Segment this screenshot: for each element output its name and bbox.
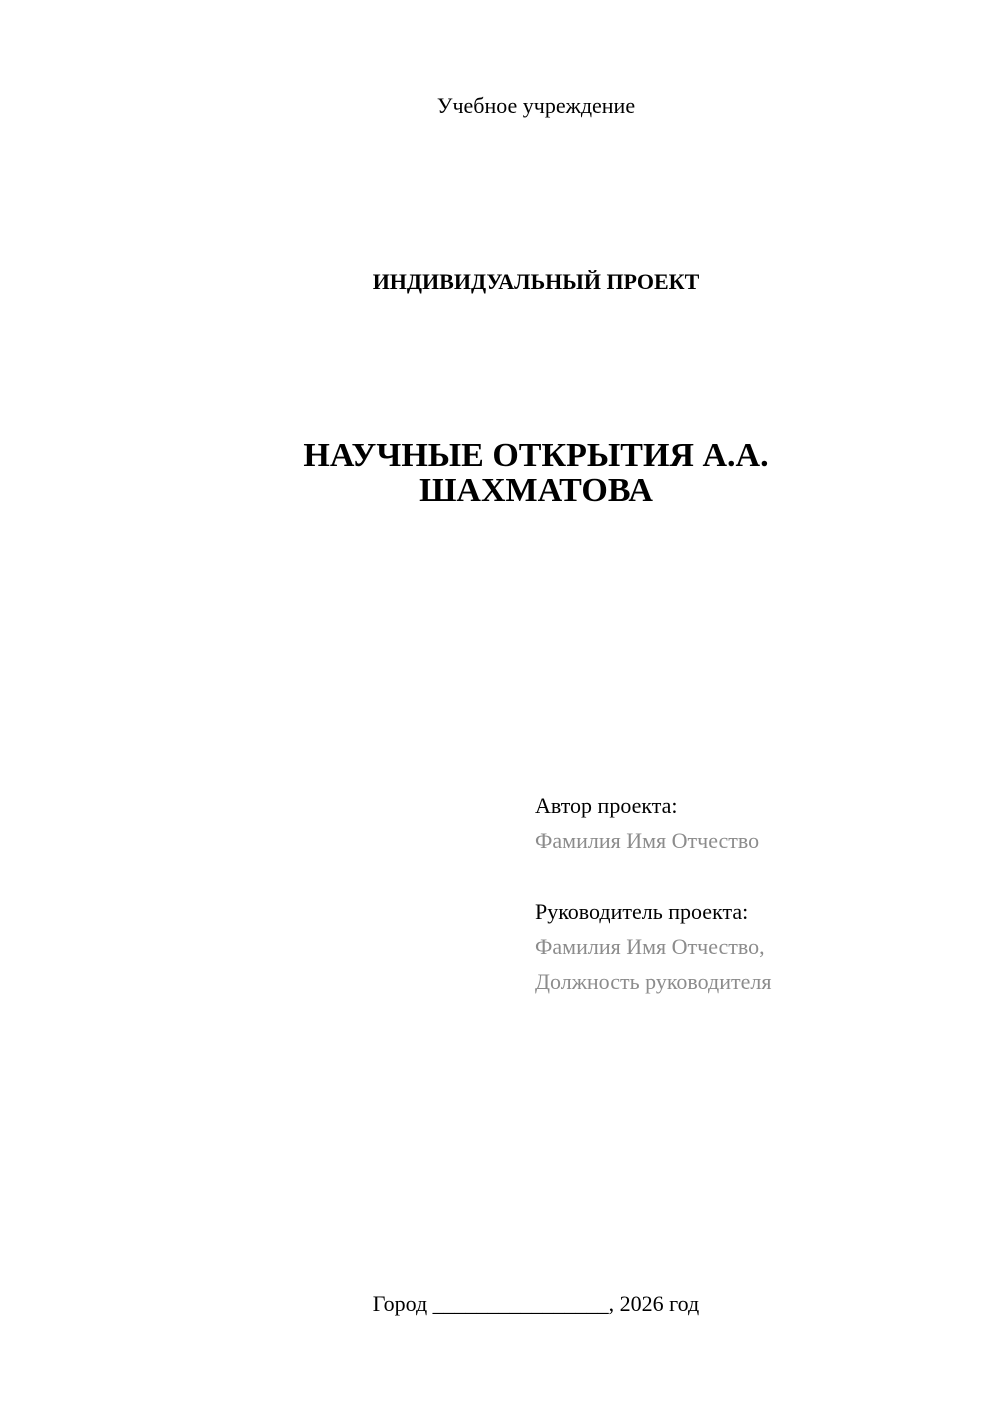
project-title-line-2: ШАХМАТОВА [419,472,653,509]
credits-spacer [535,858,975,894]
supervisor-label: Руководитель проекта: [535,899,749,924]
author-name: Фамилия Имя Отчество [535,828,760,853]
supervisor-position: Должность руководителя [535,969,772,994]
project-title-line-1: НАУЧНЫЕ ОТКРЫТИЯ А.А. [303,437,769,474]
project-type-heading: ИНДИВИДУАЛЬНЫЙ ПРОЕКТ [372,269,700,294]
supervisor-name: Фамилия Имя Отчество, [535,934,765,959]
project-credits [535,788,975,999]
institution-name: Учебное учреждение [436,93,636,118]
author-label: Автор проекта: [535,793,678,818]
city-year-footer: Город ________________, 2026 год [372,1291,700,1316]
project-title [0,438,1000,508]
